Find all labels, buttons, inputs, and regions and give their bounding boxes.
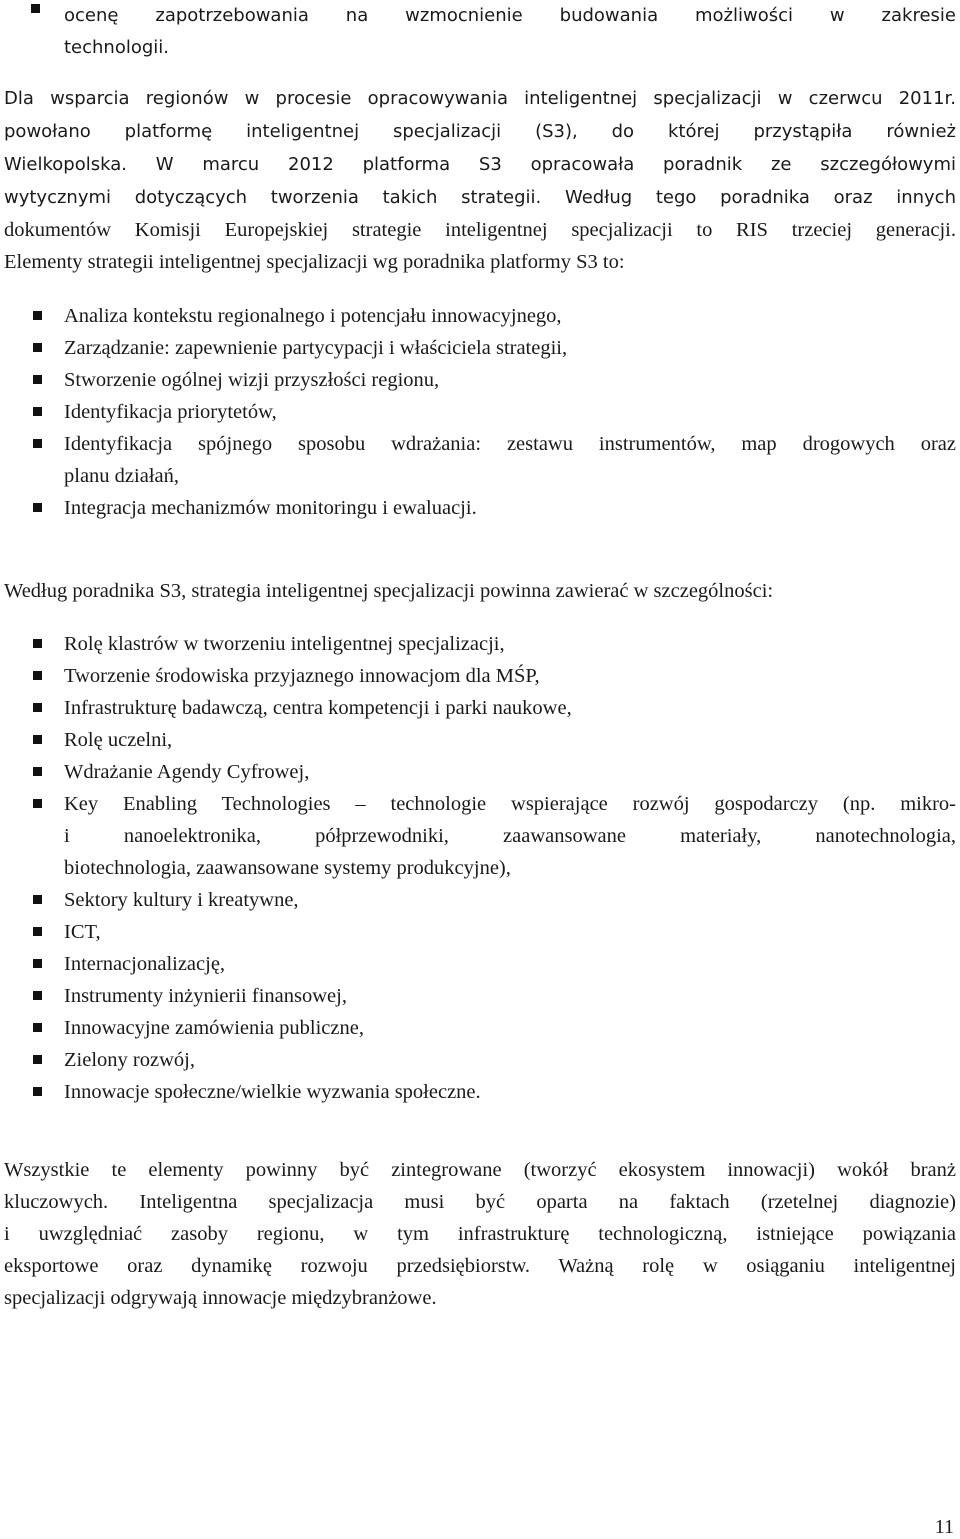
para3-line-3: i uwzględniać zasoby regionu, w tym infrastrukturę technologiczną, istniejące powiązania (4, 1223, 956, 1245)
para1-line-2: powołano platformę inteligentnej specjalizacji (S3), do której przystąpiła również (4, 121, 956, 142)
paragraph-2-intro: Według poradnika S3, strategia inteligentnej specjalizacji powinna zawierać w szczególności: (4, 580, 774, 602)
list-item: Innowacyjne zamówienia publiczne, (4, 1012, 956, 1044)
bullet-square-icon (33, 1087, 42, 1096)
list-item: Stworzenie ogólnej wizji przyszłości regionu, (4, 364, 956, 396)
list-item: Rolę uczelni, (4, 724, 956, 756)
bullet-square-icon (33, 1055, 42, 1064)
list-item: Zarządzanie: zapewnienie partycypacji i właściciela strategii, (4, 332, 956, 364)
list-strategy-elements (4, 300, 956, 524)
bullet-square-icon (33, 703, 42, 712)
list-item-continuation: planu działań, (64, 465, 179, 487)
paragraph-1 (4, 82, 956, 278)
top-bullet-line-1: ocenę zapotrzebowania na wzmocnienie budowania możliwości w zakresie (64, 5, 956, 26)
para3-line-5: specjalizacji odgrywają innowacje międzybranżowe. (4, 1287, 437, 1309)
bullet-square-icon (33, 895, 42, 904)
list-item-continuation: biotechnologia, zaawansowane systemy produkcyjne), (64, 857, 511, 879)
list-item: Identyfikacja priorytetów, (4, 396, 956, 428)
list-item: Rolę klastrów w tworzeniu inteligentnej specjalizacji, (4, 628, 956, 660)
top-bullet-line-2: technologii. (64, 37, 170, 58)
list-item: Analiza kontekstu regionalnego i potencjału innowacyjnego, (4, 300, 956, 332)
bullet-square-icon (33, 343, 42, 352)
para1-line-1: Dla wsparcia regionów w procesie opracowywania inteligentnej specjalizacji w czerwcu 2011r. (4, 88, 956, 109)
bullet-square-icon (33, 311, 42, 320)
bullet-square-icon (33, 503, 42, 512)
bullet-square-icon (31, 4, 40, 13)
list-s3-contents (4, 628, 956, 1108)
para3-line-1: Wszystkie te elementy powinny być zintegrowane (tworzyć ekosystem innowacji) wokół branż (4, 1159, 956, 1181)
list-item: Integracja mechanizmów monitoringu i ewaluacji. (4, 492, 956, 524)
list-item: Wdrażanie Agendy Cyfrowej, (4, 756, 956, 788)
list-item: Internacjonalizację, (4, 948, 956, 980)
list-item: Infrastrukturę badawczą, centra kompetencji i parki naukowe, (4, 692, 956, 724)
bullet-square-icon (33, 735, 42, 744)
list-item: Key Enabling Technologies – technologie wspierające rozwój gospodarczy (np. mikro- (4, 788, 956, 820)
para1-line-4: wytycznymi dotyczących tworzenia takich strategii. Według tego poradnika oraz innych (4, 187, 956, 208)
para1-line-3: Wielkopolska. W marcu 2012 platforma S3 opracowała poradnik ze szczegółowymi (4, 154, 956, 175)
bullet-square-icon (33, 991, 42, 1000)
list-item: Innowacje społeczne/wielkie wyzwania społeczne. (4, 1076, 956, 1108)
para1-line-5: dokumentów Komisji Europejskiej strategie inteligentnej specjalizacji to RIS trzeciej generacji. (4, 219, 956, 241)
bullet-square-icon (33, 799, 42, 808)
bullet-square-icon (33, 767, 42, 776)
para3-line-2: kluczowych. Inteligentna specjalizacja musi być oparta na faktach (rzetelnej diagnozie) (4, 1191, 956, 1213)
bullet-square-icon (33, 407, 42, 416)
list-item: Tworzenie środowiska przyjaznego innowacjom dla MŚP, (4, 660, 956, 692)
bullet-square-icon (33, 439, 42, 448)
list-item: Zielony rozwój, (4, 1044, 956, 1076)
list-item: Sektory kultury i kreatywne, (4, 884, 956, 916)
list-item: Identyfikacja spójnego sposobu wdrażania: zestawu instrumentów, map drogowych oraz (4, 428, 956, 460)
list-item: ICT, (4, 916, 956, 948)
bullet-square-icon (33, 639, 42, 648)
paragraph-3 (4, 1154, 956, 1314)
list-item: Instrumenty inżynierii finansowej, (4, 980, 956, 1012)
bullet-square-icon (33, 927, 42, 936)
list-item-continuation: i nanoelektronika, półprzewodniki, zaawansowane materiały, nanotechnologia, (64, 825, 956, 847)
para1-line-6: Elementy strategii inteligentnej specjalizacji wg poradnika platformy S3 to: (4, 251, 625, 273)
bullet-square-icon (33, 1023, 42, 1032)
bullet-square-icon (33, 959, 42, 968)
bullet-square-icon (33, 671, 42, 680)
top-bullet-item (4, 0, 956, 64)
bullet-square-icon (33, 375, 42, 384)
page-number: 11 (934, 1516, 954, 1538)
para3-line-4: eksportowe oraz dynamikę rozwoju przedsiębiorstw. Ważną rolę w osiąganiu inteligentnej (4, 1255, 956, 1277)
